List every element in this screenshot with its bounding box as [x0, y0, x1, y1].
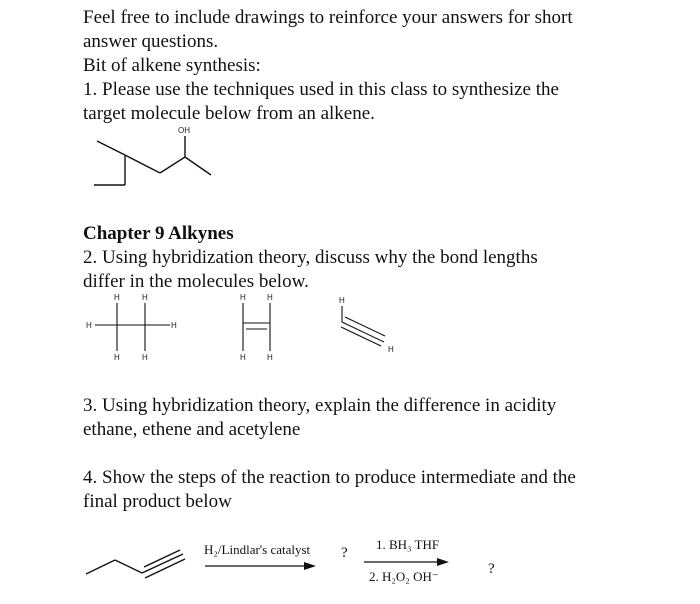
ethene-h-label: H	[267, 293, 273, 302]
intro-line-1: Feel free to include drawings to reinforce your answers for short	[83, 7, 573, 28]
ethane-h-label: H	[114, 293, 120, 302]
question-4-line-1: 4. Show the steps of the reaction to produce intermediate and the	[83, 467, 576, 488]
reagent-lindlar: H₂/Lindlar's catalyst	[204, 542, 311, 557]
reagent-hydroboration-step2: 2. H₂O₂ OH⁻	[369, 569, 439, 584]
question-3-line-1: 3. Using hybridization theory, explain the difference in acidity	[83, 395, 557, 416]
intro-line-2: answer questions.	[83, 31, 219, 52]
ethane-h-label: H	[142, 293, 148, 302]
ethene-h-label: H	[240, 293, 246, 302]
ethane-h-label: H	[114, 353, 120, 362]
chapter-title: Chapter 9 Alkynes	[83, 223, 234, 244]
question-2-line-1: 2. Using hybridization theory, discuss why the bond lengths	[83, 247, 538, 268]
intermediate-question-mark: ?	[341, 545, 348, 561]
starting-alkyne-bond	[115, 560, 142, 573]
ethene-h-label: H	[267, 353, 273, 362]
starting-alkyne-bond	[86, 560, 115, 574]
question-3-line-2: ethane, ethene and acetylene	[83, 419, 301, 440]
question-4-line-2: final product below	[83, 491, 232, 512]
reaction-arrowhead-1	[304, 562, 316, 570]
reaction-arrowhead-2	[437, 558, 449, 566]
ethane-h-label: H	[86, 321, 92, 330]
question-1-line-2: target molecule below from an alkene.	[83, 103, 375, 124]
acetylene-h-label: H	[388, 345, 394, 354]
reagent-hydroboration-step1: 1. BH₃ THF	[376, 537, 440, 552]
ethane-h-label: H	[171, 321, 177, 330]
ethane-h-label: H	[142, 353, 148, 362]
hydroxyl-label: OH	[178, 126, 190, 135]
intro-line-3: Bit of alkene synthesis:	[83, 55, 261, 76]
acetylene-h-label: H	[339, 296, 345, 305]
question-1-line-1: 1. Please use the techniques used in this class to synthesize the	[83, 79, 559, 100]
product-question-mark: ?	[488, 561, 495, 577]
ethene-h-label: H	[240, 353, 246, 362]
question-2-line-2: differ in the molecules below.	[83, 271, 309, 292]
